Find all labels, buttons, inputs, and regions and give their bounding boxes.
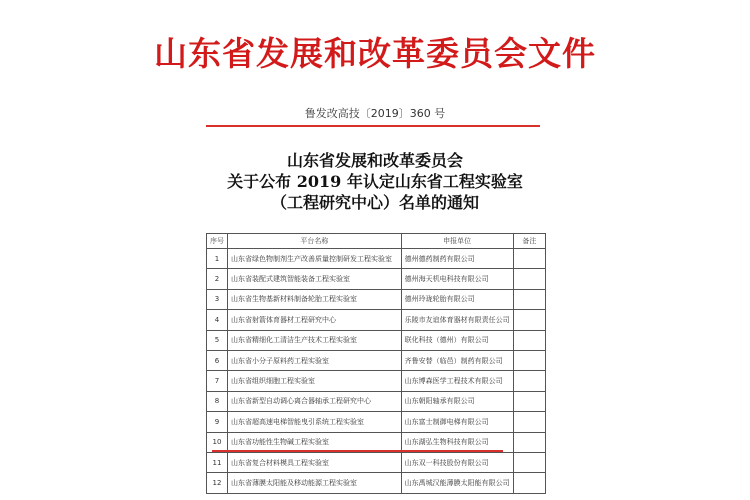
row-remarks — [513, 473, 545, 493]
row-applicant: 乐陵市友谊体育器材有限责任公司 — [401, 310, 513, 330]
row-applicant: 山东富士制御电梯有限公司 — [401, 412, 513, 432]
table-row — [207, 473, 546, 493]
row-remarks — [513, 452, 545, 472]
column-header-platform-name: 平台名称 — [228, 234, 402, 249]
table-row — [207, 249, 546, 269]
row-applicant: 山东禹城汉能薄膜太阳能有限公司 — [401, 473, 513, 493]
row-index: 8 — [207, 391, 228, 411]
table-body — [207, 249, 546, 494]
column-header-index: 序号 — [207, 234, 228, 249]
document-header-title: 山东省发展和改革委员会文件 — [154, 34, 596, 73]
row-applicant: 山东博森医学工程技术有限公司 — [401, 371, 513, 391]
column-header-applicant: 申报单位 — [401, 234, 513, 249]
row-platform-name: 山东省新型自动调心离合器轴承工程研究中心 — [228, 391, 402, 411]
row-remarks — [513, 371, 545, 391]
row-platform-name: 山东省生物基新材料制备轮胎工程实验室 — [228, 289, 402, 309]
row-index: 12 — [207, 473, 228, 493]
row-index: 6 — [207, 350, 228, 370]
row-applicant: 联化科技（德州）有限公司 — [401, 330, 513, 350]
highlight-underline — [212, 450, 503, 452]
table-row — [207, 310, 546, 330]
column-header-remarks: 备注 — [513, 234, 545, 249]
table-row — [207, 391, 546, 411]
row-remarks — [513, 432, 545, 452]
document-number: 鲁发改高技〔2019〕360 号 — [304, 107, 446, 120]
lab-list-table-container — [206, 233, 546, 494]
row-platform-name: 山东省组织细胞工程实验室 — [228, 371, 402, 391]
row-applicant: 德州德药制药有限公司 — [401, 249, 513, 269]
table-row — [207, 269, 546, 289]
row-platform-name: 山东省功能性生物碱工程实验室 — [228, 432, 402, 452]
row-applicant: 齐鲁安替（临邑）制药有限公司 — [401, 350, 513, 370]
row-index: 1 — [207, 249, 228, 269]
notice-title-line-1: 山东省发展和改革委员会 — [286, 151, 463, 170]
table-row — [207, 350, 546, 370]
row-index: 2 — [207, 269, 228, 289]
row-applicant: 山东朝阳轴承有限公司 — [401, 391, 513, 411]
row-platform-name: 山东省射箭体育器材工程研究中心 — [228, 310, 402, 330]
row-platform-name: 山东省小分子原料药工程实验室 — [228, 350, 402, 370]
row-index: 4 — [207, 310, 228, 330]
lab-list-table — [206, 233, 546, 494]
row-applicant: 山东双一科技股份有限公司 — [401, 452, 513, 472]
row-remarks — [513, 412, 545, 432]
row-applicant: 山东湖弘生物科技有限公司 — [401, 432, 513, 452]
row-platform-name: 山东省装配式建筑智能装备工程实验室 — [228, 269, 402, 289]
notice-title-line-3: （工程研究中心）名单的通知 — [270, 193, 479, 212]
row-applicant: 德州玲珑轮胎有限公司 — [401, 289, 513, 309]
table-row — [207, 289, 546, 309]
row-index: 5 — [207, 330, 228, 350]
row-index: 7 — [207, 371, 228, 391]
notice-title-line-2: 关于公布 2019 年认定山东省工程实验室 — [227, 172, 523, 191]
row-index: 10 — [207, 432, 228, 452]
row-remarks — [513, 330, 545, 350]
row-platform-name: 山东省绿色物制剂生产改善质量控制研发工程实验室 — [228, 249, 402, 269]
row-remarks — [513, 391, 545, 411]
row-platform-name: 山东省复合材料模具工程实验室 — [228, 452, 402, 472]
table-row — [207, 371, 546, 391]
table-row — [207, 452, 546, 472]
row-platform-name: 山东省精细化工清洁生产技术工程实验室 — [228, 330, 402, 350]
row-applicant: 德州海天机电科技有限公司 — [401, 269, 513, 289]
row-platform-name: 山东省超高速电梯智能曳引系统工程实验室 — [228, 412, 402, 432]
header-divider — [206, 125, 540, 127]
row-remarks — [513, 350, 545, 370]
row-index: 9 — [207, 412, 228, 432]
row-platform-name: 山东省薄膜太阳能及移动能源工程实验室 — [228, 473, 402, 493]
row-remarks — [513, 289, 545, 309]
row-index: 3 — [207, 289, 228, 309]
table-header-row — [207, 234, 546, 249]
row-remarks — [513, 269, 545, 289]
table-row — [207, 412, 546, 432]
row-remarks — [513, 249, 545, 269]
notice-title — [0, 150, 750, 213]
row-index: 11 — [207, 452, 228, 472]
row-remarks — [513, 310, 545, 330]
table-row — [207, 330, 546, 350]
